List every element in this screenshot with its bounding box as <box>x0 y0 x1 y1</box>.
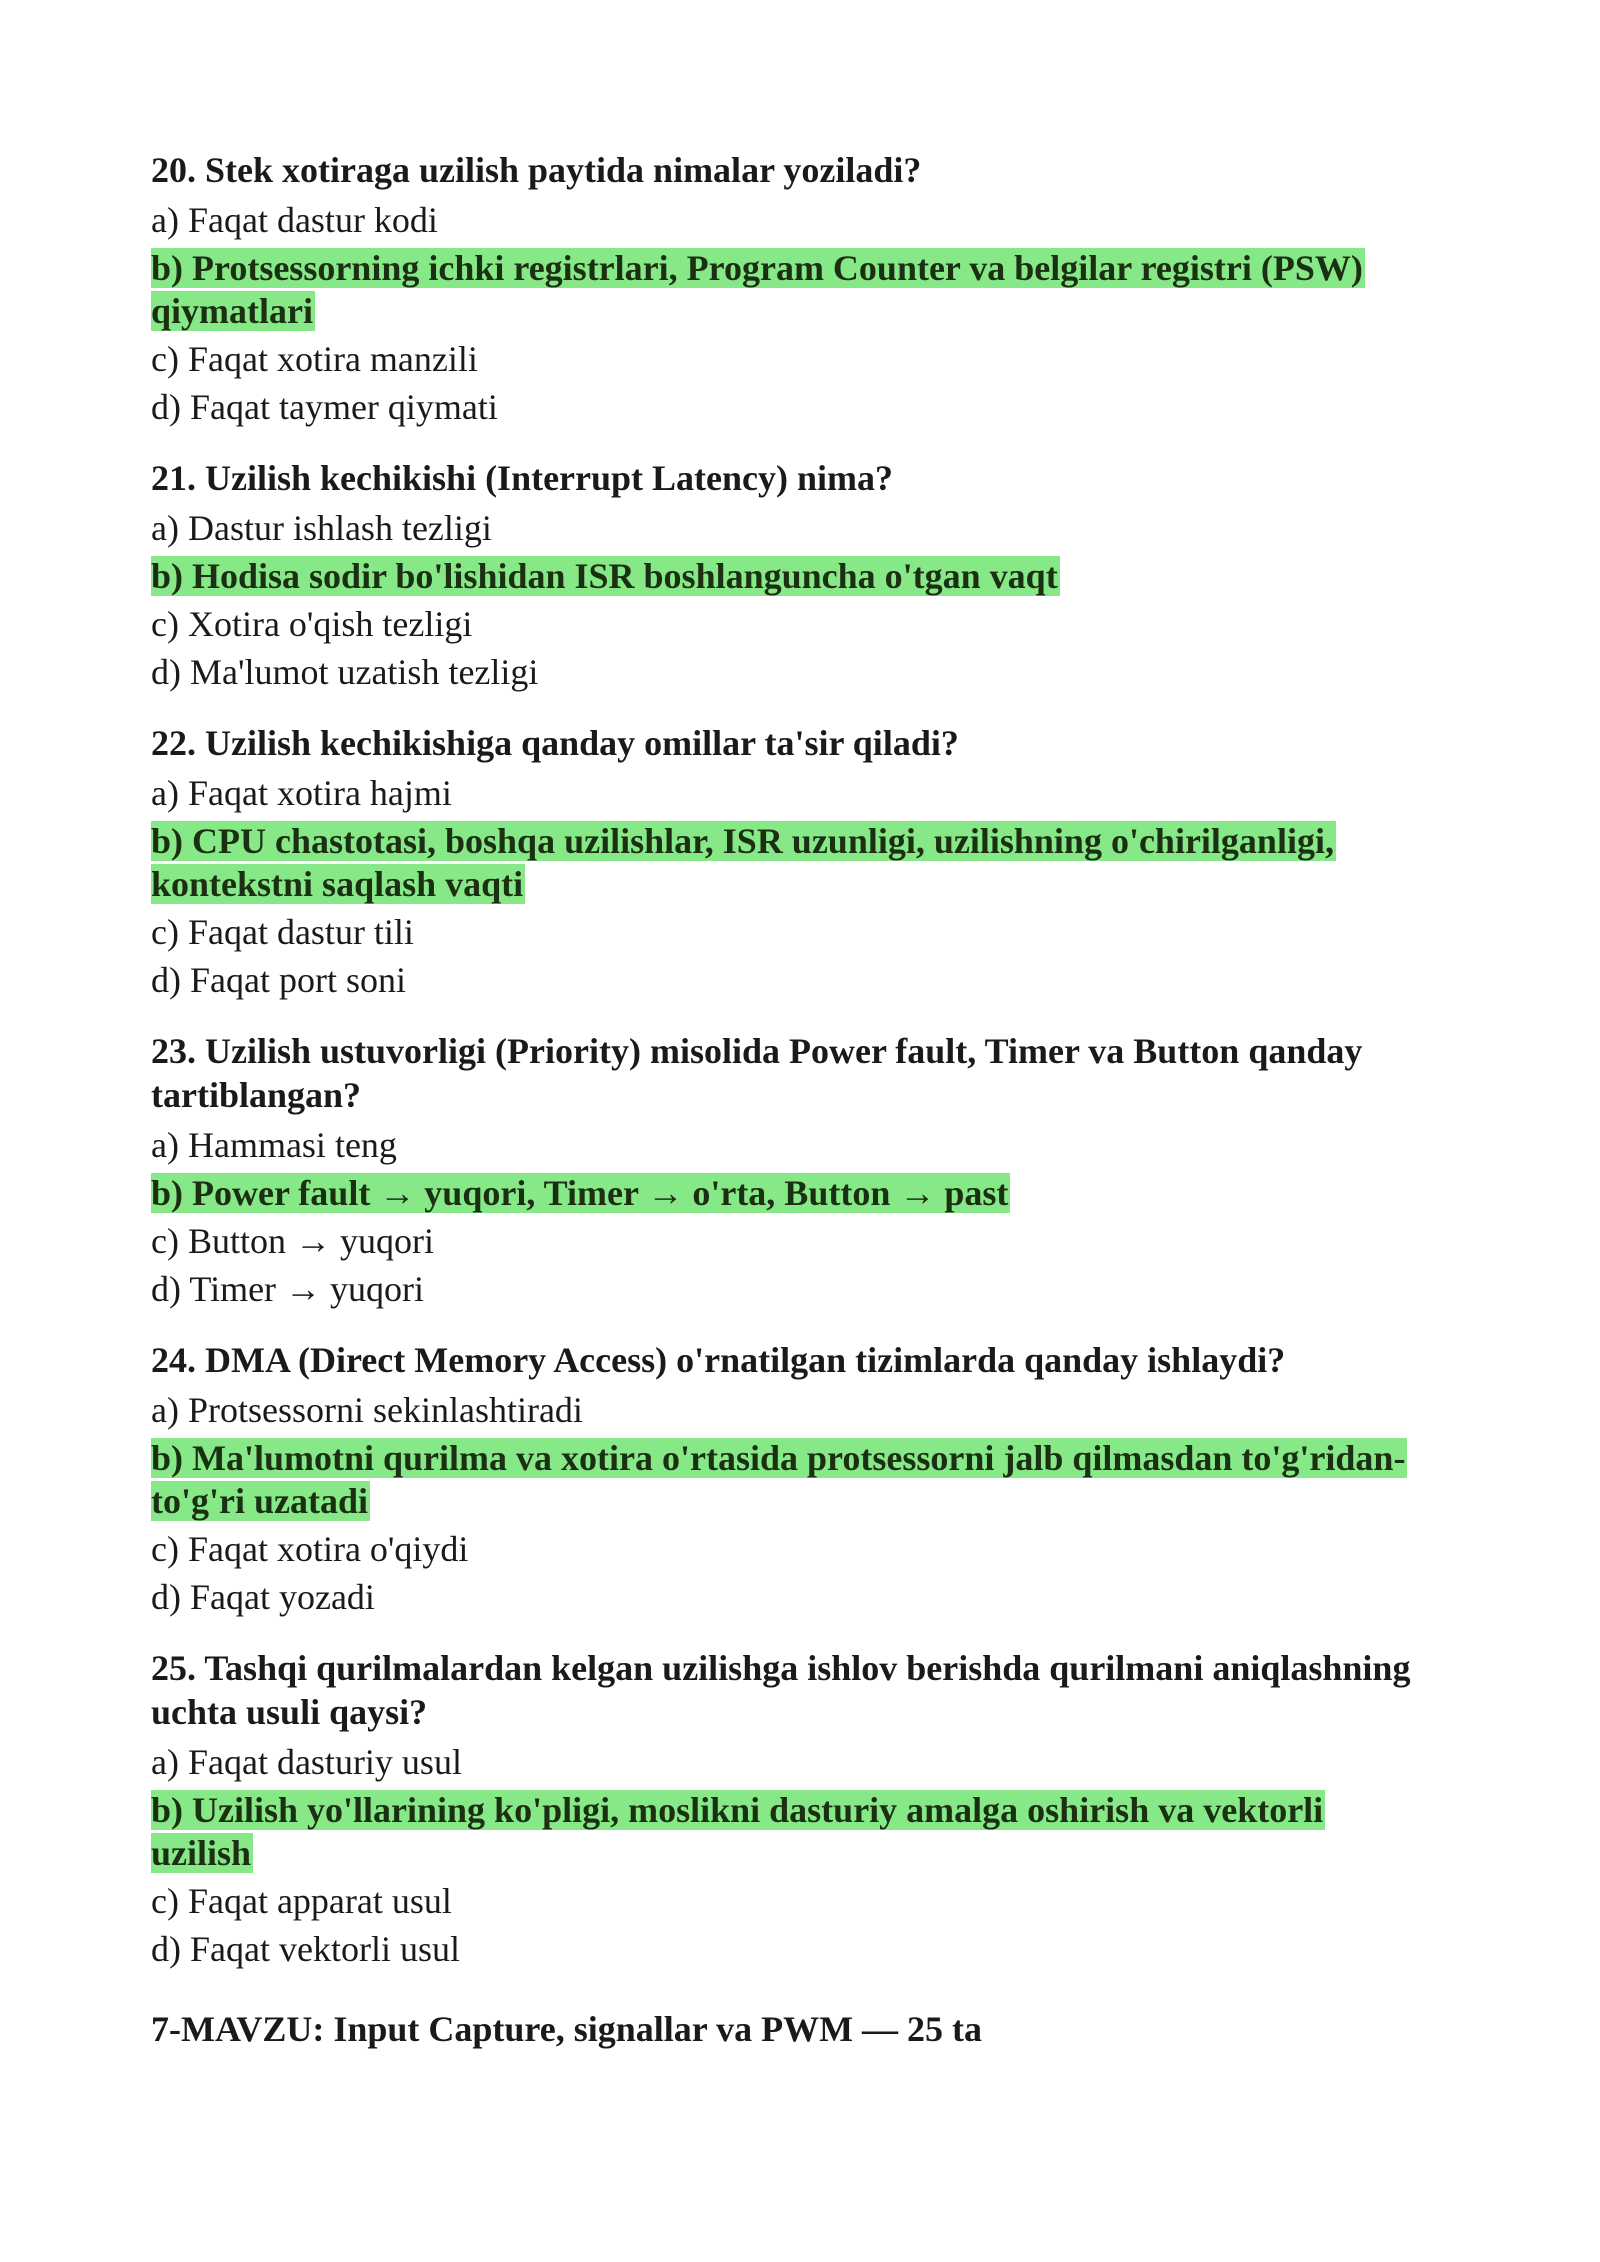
option-d: d) Faqat yozadi <box>151 1577 375 1617</box>
section-heading: 7-MAVZU: Input Capture, signallar va PWM — 25 ta <box>151 2009 983 2049</box>
question-24 <box>151 1338 1451 1619</box>
option-c: c) Xotira o'qish tezligi <box>151 604 473 644</box>
option-a: a) Faqat xotira hajmi <box>151 773 452 813</box>
highlighted-answer: b) Ma'lumotni qurilma va xotira o'rtasida protsessorni jalb qilmasdan to'g'ridan-to'g'ri uzatadi <box>151 1438 1406 1521</box>
option-a: a) Protsessorni sekinlashtiradi <box>151 1390 583 1430</box>
option-c: c) Faqat xotira o'qiydi <box>151 1529 469 1569</box>
highlighted-answer: b) Uzilish yo'llarining ko'pligi, moslikni dasturiy amalga oshirish va vektorli uzilish <box>151 1790 1324 1873</box>
option-a: a) Faqat dastur kodi <box>151 200 438 240</box>
question-25 <box>151 1646 1451 1971</box>
option-a: a) Dastur ishlash tezligi <box>151 508 492 548</box>
highlighted-answer: b) CPU chastotasi, boshqa uzilishlar, ISR uzunligi, uzilishning o'chirilganligi, kontekstni saqlash vaqti <box>151 821 1334 904</box>
option-b-correct <box>151 1789 1421 1875</box>
highlighted-answer: b) Hodisa sodir bo'lishidan ISR boshlanguncha o'tgan vaqt <box>151 556 1058 596</box>
option-c: c) Faqat dastur tili <box>151 912 414 952</box>
question-23 <box>151 1029 1451 1311</box>
question-title: 20. Stek xotiraga uzilish paytida nimalar yoziladi? <box>151 150 922 190</box>
question-20 <box>151 148 1451 429</box>
question-title: 24. DMA (Direct Memory Access) o'rnatilgan tizimlarda qanday ishlaydi? <box>151 1340 1286 1380</box>
question-title: 23. Uzilish ustuvorligi (Priority) misolida Power fault, Timer va Button qanday tartiblangan? <box>151 1031 1363 1115</box>
option-b-correct <box>151 1437 1421 1523</box>
option-c: c) Faqat xotira manzili <box>151 339 478 379</box>
option-d: d) Faqat port soni <box>151 960 406 1000</box>
option-b-correct <box>151 1172 1451 1215</box>
question-21 <box>151 456 1451 694</box>
option-a: a) Hammasi teng <box>151 1125 397 1165</box>
option-b-correct <box>151 555 1451 598</box>
option-c: c) Faqat apparat usul <box>151 1881 452 1921</box>
option-d: d) Ma'lumot uzatish tezligi <box>151 652 539 692</box>
question-title: 25. Tashqi qurilmalardan kelgan uzilishga ishlov berishda qurilmani aniqlashning uchta usuli qaysi? <box>151 1648 1411 1732</box>
option-d: d) Faqat taymer qiymati <box>151 387 498 427</box>
option-d: d) Faqat vektorli usul <box>151 1929 460 1969</box>
question-title: 22. Uzilish kechikishiga qanday omillar ta'sir qiladi? <box>151 723 959 763</box>
option-b-correct <box>151 247 1451 333</box>
question-22 <box>151 721 1451 1002</box>
option-d: d) Timer → yuqori <box>151 1269 425 1309</box>
option-a: a) Faqat dasturiy usul <box>151 1742 462 1782</box>
option-b-correct <box>151 820 1421 906</box>
document-page <box>151 148 1451 2051</box>
option-c: c) Button → yuqori <box>151 1221 434 1261</box>
question-title: 21. Uzilish kechikishi (Interrupt Latency) nima? <box>151 458 894 498</box>
highlighted-answer: b) Protsessorning ichki registrlari, Program Counter va belgilar registri (PSW) qiymatlari <box>151 248 1363 331</box>
highlighted-answer: b) Power fault → yuqori, Timer → o'rta, Button → past <box>151 1173 1009 1213</box>
